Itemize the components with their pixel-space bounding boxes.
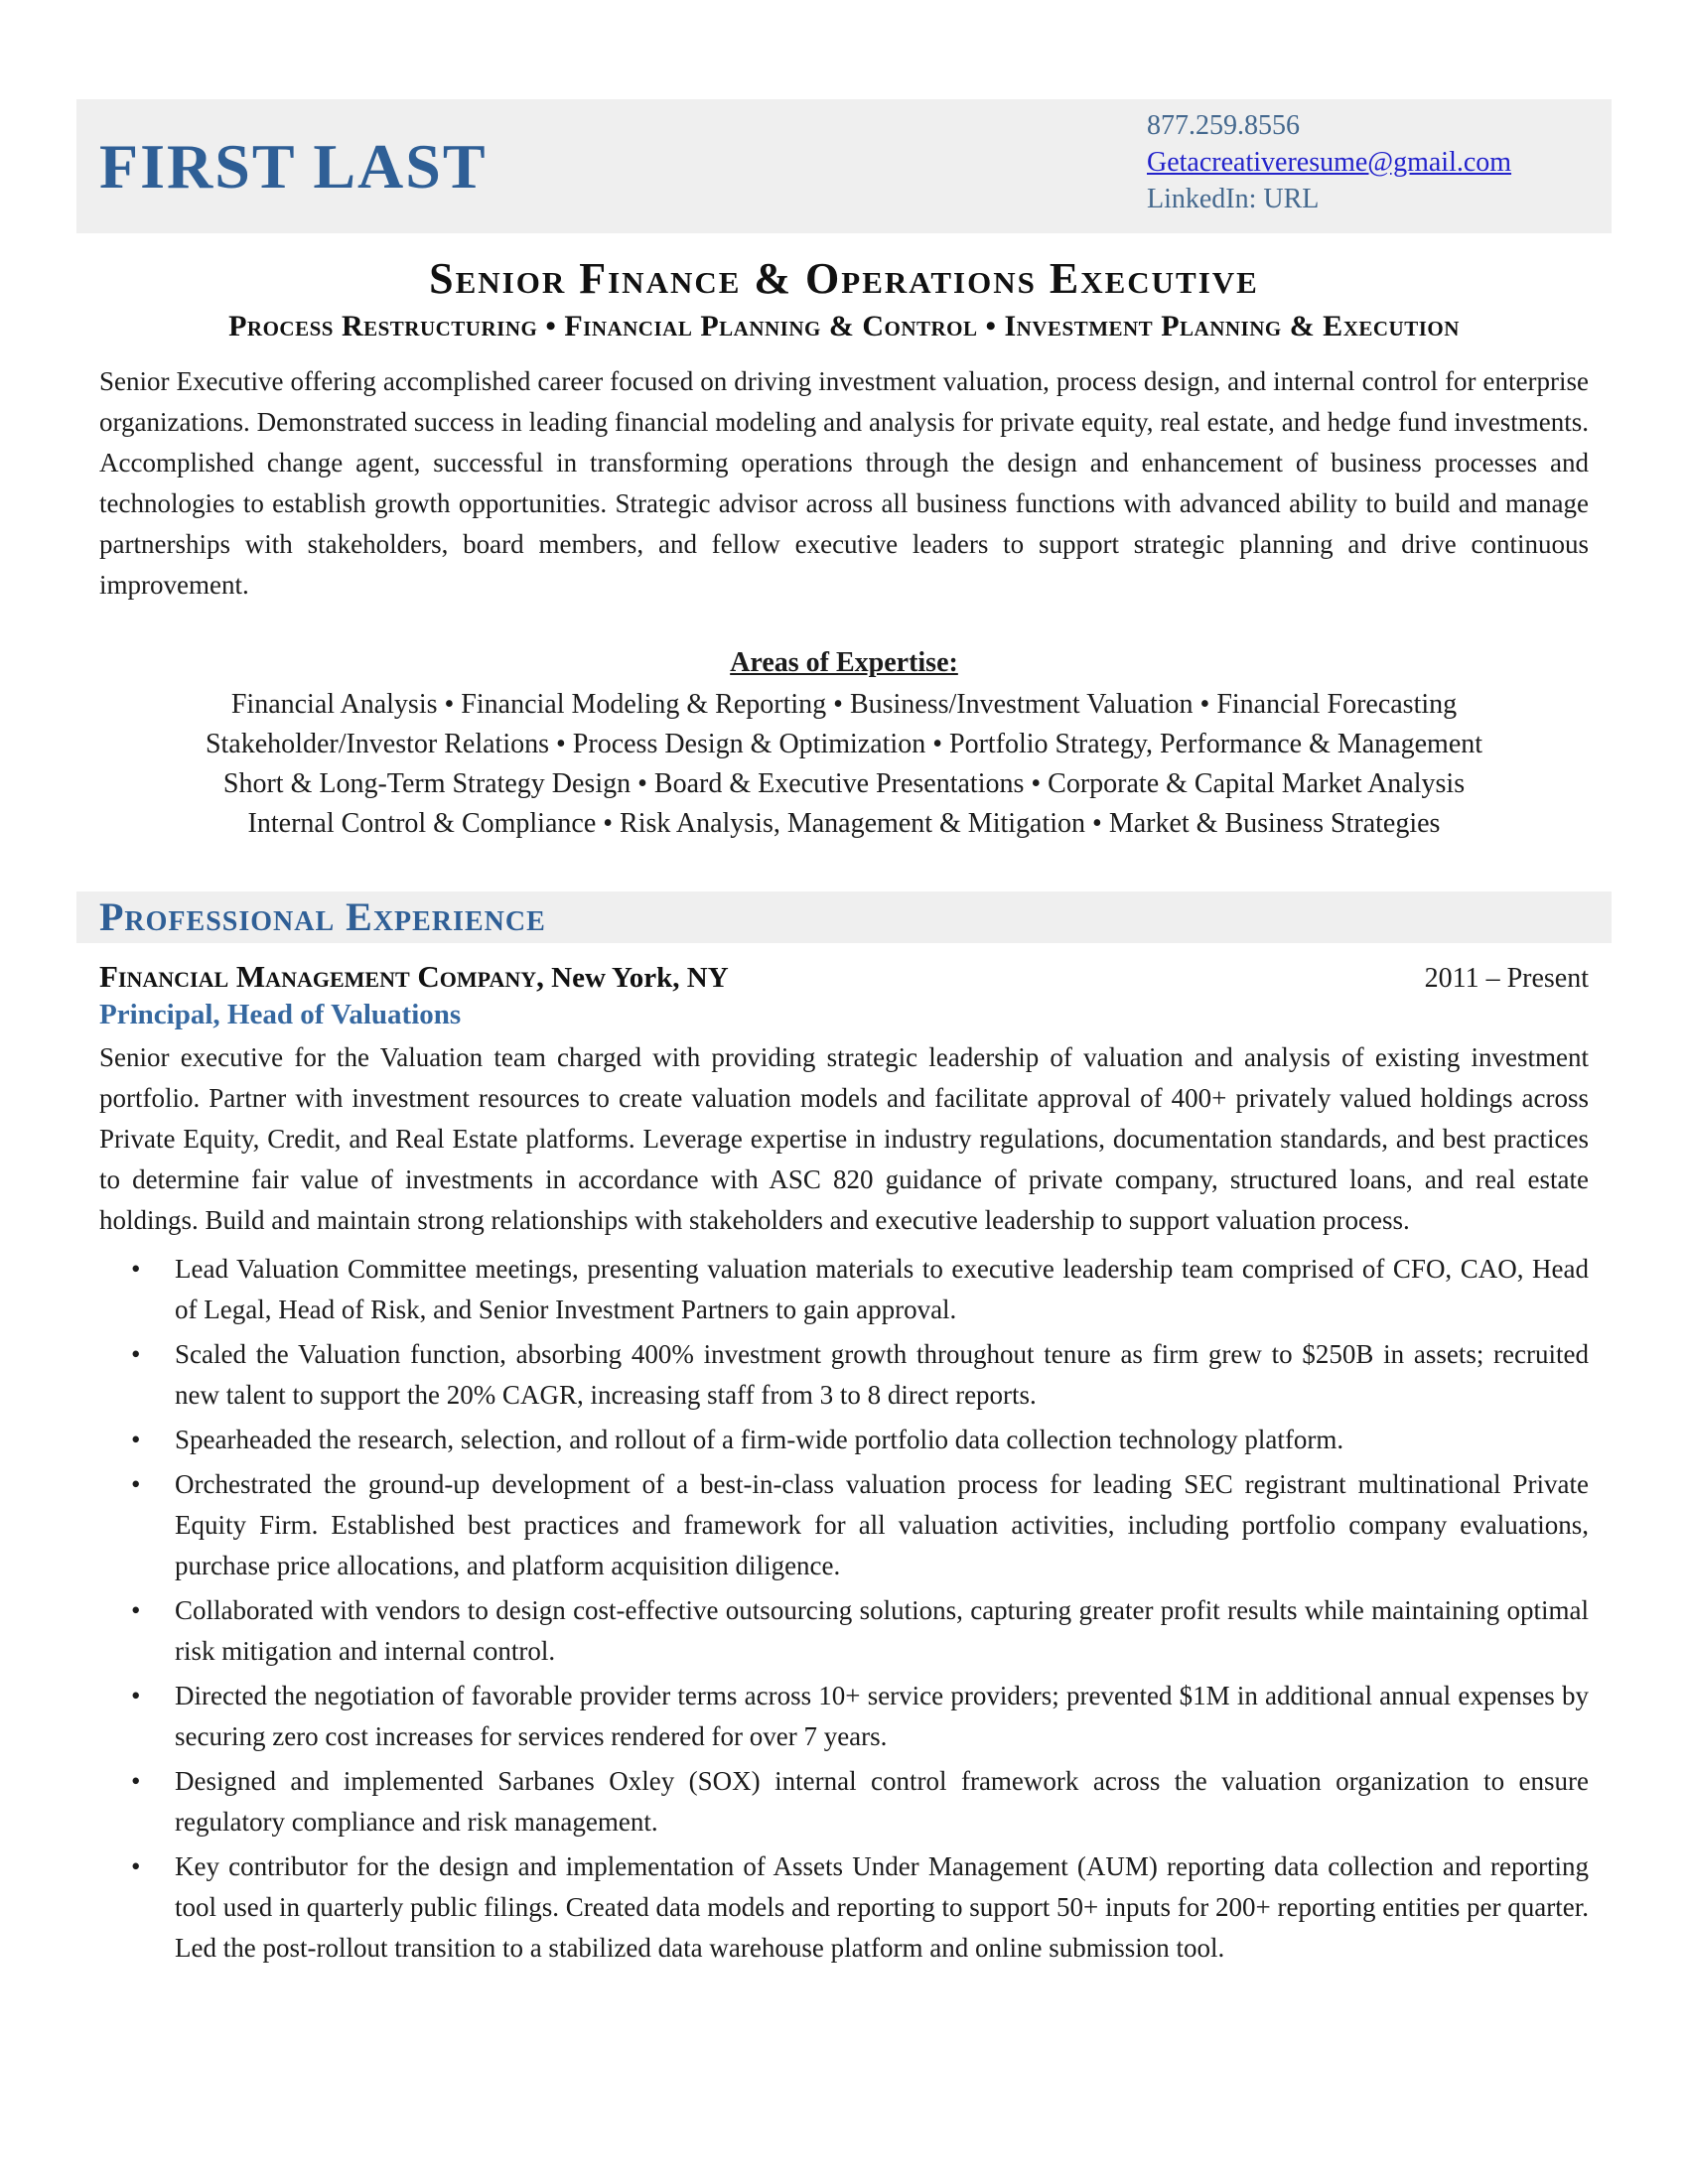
achievement-item: • Orchestrated the ground-up development of a best-in-class valuation process for leading SEC registrant multinational Private Equity Firm. Established best practices and framework for all valuation activities, including portfolio company evaluations, purchase price allocations, and platform acquisition diligence.: [99, 1464, 1589, 1586]
expertise-line: Short & Long-Term Strategy Design • Board & Executive Presentations • Corporate & Capital Market Analysis: [222, 768, 1466, 799]
section-title: Professional Experience: [99, 894, 546, 939]
job-description: Senior executive for the Valuation team charged with providing strategic leadership of valuation and analysis of existing investment portfolio. Partner with investment resources to create valuation models and facilitate approval of 400+ privately valued holdings across Private Equity, Credit, and Real Estate platforms. Leverage expertise in industry regulations, documentation standards, and best practices to determine fair value of investments in accordance with ASC 820 guidance of private company, structured loans, and real estate holdings. Build and maintain strong relationships with stakeholders and executive leadership to support valuation process.: [99, 1042, 1589, 1235]
expertise-line: Internal Control & Compliance • Risk Analysis, Management & Mitigation • Market & Business Strategies: [247, 808, 1441, 839]
expertise-line: Stakeholder/Investor Relations • Process Design & Optimization • Portfolio Strategy, Performance & Management: [205, 729, 1483, 759]
contact-block: [1147, 107, 1589, 217]
job-header-row: [99, 959, 1589, 995]
company-name: Financial Management Company,: [99, 959, 544, 994]
achievement-item: • Spearheaded the research, selection, and rollout of a firm-wide portfolio data collection technology platform.: [99, 1420, 1589, 1460]
achievement-item: • Directed the negotiation of favorable provider terms across 10+ service providers; prevented $1M in additional annual expenses by securing zero cost increases for services rendered for over 7 years.: [99, 1676, 1589, 1757]
resume-headline: Senior Finance & Operations Executive: [429, 254, 1259, 303]
achievement-item: • Scaled the Valuation function, absorbing 400% investment growth throughout tenure as firm grew to $250B in assets; recruited new talent to support the 20% CAGR, increasing staff from 3 to 8 direct reports.: [99, 1334, 1589, 1416]
resume-tagline: Process Restructuring • Financial Planning & Control • Investment Planning & Execution: [228, 310, 1460, 342]
areas-of-expertise-list: [76, 685, 1612, 844]
email-link[interactable]: Getacreativeresume@gmail.com: [1147, 147, 1512, 178]
areas-of-expertise-heading: Areas of Expertise:: [730, 647, 958, 678]
company-line: [99, 959, 729, 995]
achievement-item: • Lead Valuation Committee meetings, presenting valuation materials to executive leadership team comprised of CFO, CAO, Head of Legal, Head of Risk, and Senior Investment Partners to gain approval.: [99, 1249, 1589, 1330]
expertise-line: Financial Analysis • Financial Modeling & Reporting • Business/Investment Valuation • Financial Forecasting: [230, 689, 1458, 720]
job-title: Principal, Head of Valuations: [99, 999, 462, 1030]
achievement-list: [99, 1249, 1589, 1969]
section-band-professional-experience: [76, 891, 1612, 943]
achievement-item: • Key contributor for the design and implementation of Assets Under Management (AUM) reporting data collection and reporting tool used in quarterly public filings. Created data models and reporting to support 50+ inputs for 200+ reporting entities per quarter. Led the post-rollout transition to a stabilized data warehouse platform and online submission tool.: [99, 1846, 1589, 1969]
achievement-item: • Collaborated with vendors to design cost-effective outsourcing solutions, capturing greater profit results while maintaining optimal risk mitigation and internal control.: [99, 1590, 1589, 1672]
header-band: [76, 99, 1612, 233]
achievement-item: • Designed and implemented Sarbanes Oxley (SOX) internal control framework across the valuation organization to ensure regulatory compliance and risk management.: [99, 1761, 1589, 1843]
phone-number: 877.259.8556: [1147, 110, 1300, 141]
company-location: New York, NY: [551, 962, 729, 994]
person-name: FIRST LAST: [99, 130, 488, 202]
linkedin-text: LinkedIn: URL: [1147, 184, 1320, 214]
employment-dates: 2011 – Present: [1424, 963, 1589, 994]
summary-paragraph: Senior Executive offering accomplished career focused on driving investment valuation, process design, and internal control for enterprise organizations. Demonstrated success in leading financial modeling and analysis for private equity, real estate, and hedge fund investments. Accomplished change agent, successful in transforming operations through the design and enhancement of business processes and technologies to establish growth opportunities. Strategic advisor across all business functions with advanced ability to build and manage partnerships with stakeholders, board members, and fellow executive leaders to support strategic planning and drive continuous improvement.: [99, 366, 1589, 600]
